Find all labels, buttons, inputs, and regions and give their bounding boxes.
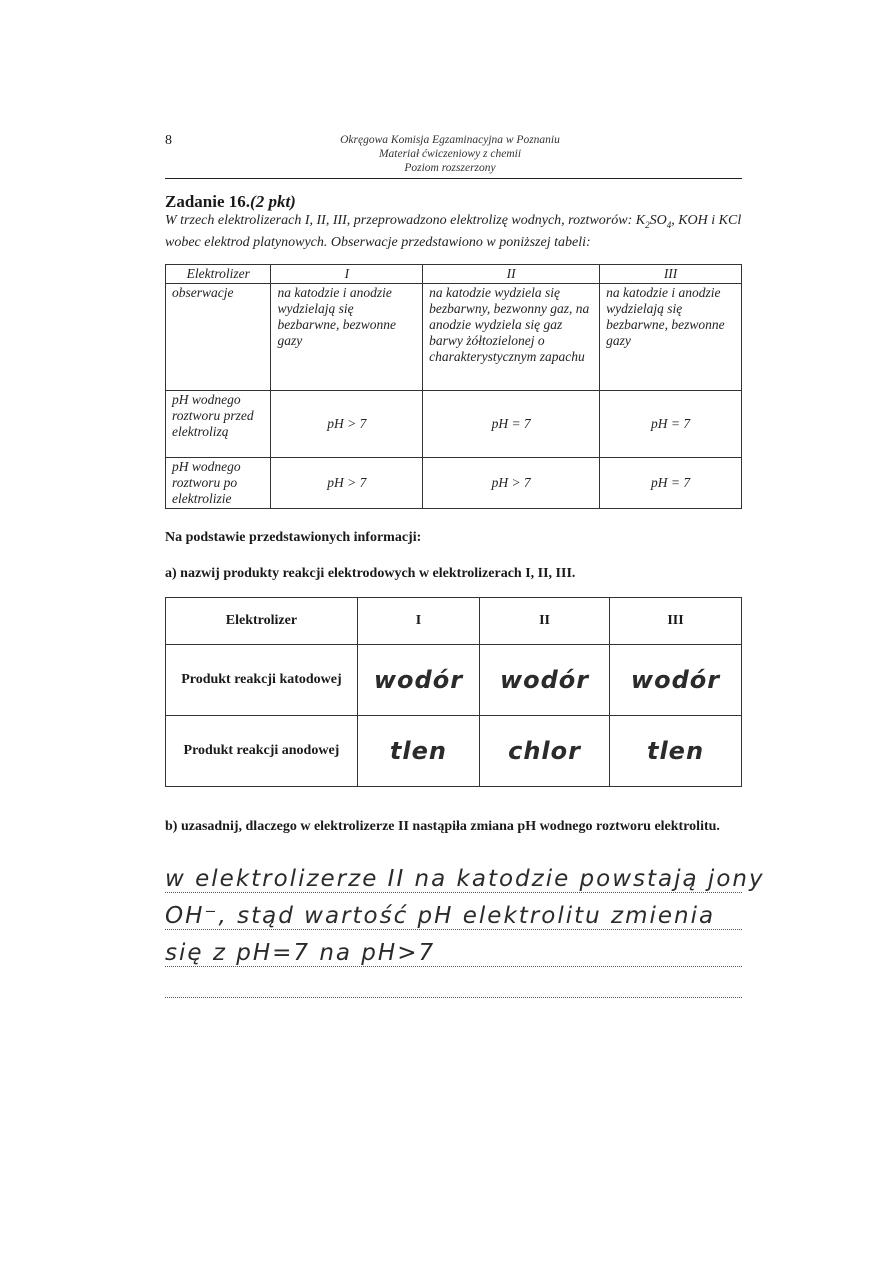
task-intro-sub1: 2 (645, 219, 650, 230)
products-header-cell: III (610, 598, 742, 645)
obs-header-cell: Elektrolizer (166, 265, 271, 284)
obs-header-cell: III (600, 265, 742, 284)
table-cell: pH = 7 (423, 391, 600, 458)
task-intro-part1: W trzech elektrolizerach I, II, III, przeprowadzono elektrolizę wodnych, roztworów: K (165, 213, 646, 228)
row-label: Produkt reakcji anodowej (166, 716, 358, 787)
obs-row-ph-before (166, 391, 742, 458)
table-cell: pH > 7 (423, 458, 600, 509)
answer-cell[interactable]: tlen (357, 716, 479, 787)
products-header-row (166, 598, 742, 645)
task-intro-part2: SO (649, 213, 667, 228)
instruction-basis: Na podstawie przedstawionych informacji: (165, 530, 422, 545)
task-intro-sub2: 4 (666, 219, 672, 230)
answer-cell[interactable]: wodór (480, 645, 610, 716)
row-label: pH wodnego roztworu po elektrolizie (166, 458, 271, 509)
header-line-3: Poziom rozszerzony (404, 162, 496, 174)
task-intro (165, 212, 755, 252)
instruction-part-a: a) nazwij produkty reakcji elektrodowych w elektrolizerach I, II, III. (165, 566, 576, 581)
answer-line[interactable] (165, 858, 765, 893)
table-cell: pH > 7 (271, 391, 423, 458)
row-label: obserwacje (166, 284, 271, 391)
products-header-cell: Elektrolizer (166, 598, 358, 645)
observations-table (165, 264, 742, 509)
task-points: (2 pkt) (250, 192, 296, 211)
row-label: Produkt reakcji katodowej (166, 645, 358, 716)
task-title-text: Zadanie 16. (165, 192, 251, 211)
header-line-2: Materiał ćwiczeniowy z chemii (378, 148, 522, 160)
answer-cell[interactable]: wodór (610, 645, 742, 716)
handwritten-text: OH⁻, stąd wartość pH elektrolitu zmienia (165, 903, 716, 929)
products-row-cathode (166, 645, 742, 716)
products-header-cell: I (357, 598, 479, 645)
table-cell: na katodzie wydziela się bezbarwny, bezwonny gaz, na anodzie wydziela się gaz barwy żółtozielonej o charakterystycznym zapachu (423, 284, 600, 391)
answer-line[interactable] (165, 895, 742, 930)
header-line-1: Okręgowa Komisja Egzaminacyjna w Poznaniu (340, 134, 560, 146)
handwritten-text: się z pH=7 na pH>7 (165, 940, 436, 966)
header-divider (165, 178, 742, 179)
answer-area[interactable] (165, 858, 765, 1000)
answer-line[interactable] (165, 969, 742, 998)
products-header-cell: II (480, 598, 610, 645)
table-cell: pH > 7 (271, 458, 423, 509)
products-row-anode (166, 716, 742, 787)
answer-cell[interactable]: wodór (357, 645, 479, 716)
instruction-part-b: b) uzasadnij, dlaczego w elektrolizerze II nastąpiła zmiana pH wodnego roztworu elektrolitu. (165, 819, 720, 834)
page-number: 8 (165, 133, 172, 148)
products-table (165, 597, 742, 787)
handwritten-text: w elektrolizerze II na katodzie powstają jony (165, 866, 765, 892)
task-title (165, 192, 296, 212)
task-intro-part3: , KOH i KCl wobec elektrod platynowych. Obserwacje przedstawiono w poniższej tabeli: (165, 213, 742, 250)
obs-header-cell: I (271, 265, 423, 284)
table-cell: na katodzie i anodzie wydzielają się bezbarwne, bezwonne gazy (271, 284, 423, 391)
table-cell: na katodzie i anodzie wydzielają się bezbarwne, bezwonne gazy (600, 284, 742, 391)
obs-row-ph-after (166, 458, 742, 509)
obs-header-row (166, 265, 742, 284)
row-label: pH wodnego roztworu przed elektrolizą (166, 391, 271, 458)
answer-cell[interactable]: tlen (610, 716, 742, 787)
answer-line[interactable] (165, 932, 742, 967)
table-cell: pH = 7 (600, 458, 742, 509)
page-header (250, 133, 650, 175)
obs-row-observations (166, 284, 742, 391)
answer-cell[interactable]: chlor (480, 716, 610, 787)
obs-header-cell: II (423, 265, 600, 284)
table-cell: pH = 7 (600, 391, 742, 458)
